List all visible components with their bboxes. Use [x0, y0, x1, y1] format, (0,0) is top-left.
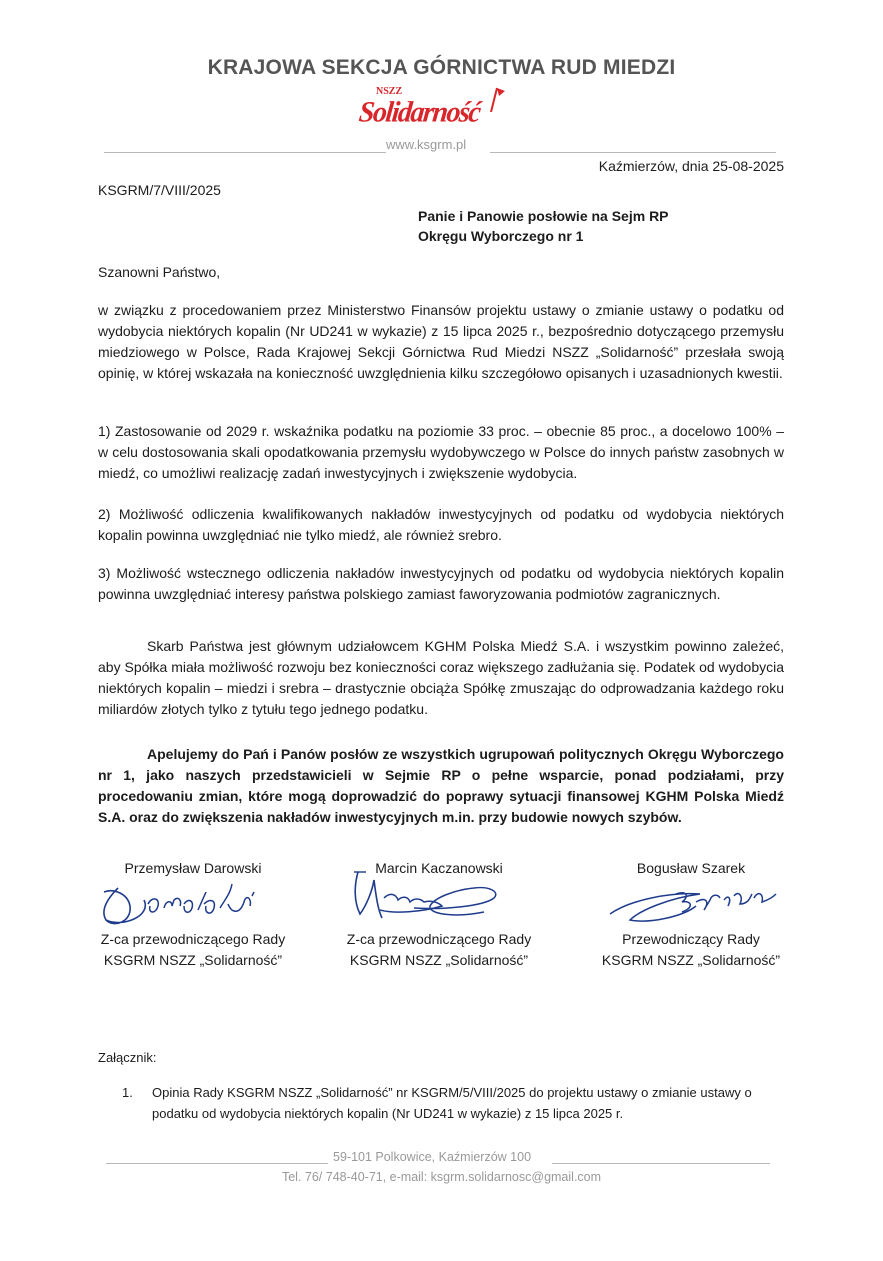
reference-number: KSGRM/7/VIII/2025: [98, 182, 221, 198]
footer-divider-left: [106, 1163, 328, 1164]
intro-paragraph: w związku z procedowaniem przez Ministerstwo Finansów projektu ustawy o zmianie ustawy o podatku od wydobycia niektórych kopalin (Nr UD241 w wykazie) z 15 lipca 2025 r., bezpośrednio dotyczącego przemysłu miedziowego w Polsce, Rada Krajowej Sekcji Górnictwa Rud Miedzi NSZZ „Solidarność” przesłała swoją opinię, w której wskazała na konieczność uwzględnienia kilku szczegółowo opisanych i uzasadnionych kwestii.: [98, 302, 784, 381]
point-2-paragraph: 2) Możliwość odliczenia kwalifikowanych nakładów inwestycyjnych od podatku od wydobycia niektórych kopalin powinna uwzględniać nie tylko miedź, ale również srebro.: [98, 506, 784, 543]
logo-nszz-text: NSZZ: [376, 86, 403, 97]
handwritten-signature-1: [92, 874, 282, 932]
logo-flag-icon: [488, 86, 506, 112]
signatory-role: Z-ca przewodniczącego Rady: [346, 931, 532, 947]
attachments-label: Załącznik:: [98, 1050, 157, 1065]
attachment-number: 1.: [122, 1085, 133, 1100]
signatory-name: Marcin Kaczanowski: [375, 860, 503, 876]
attachment-text: Opinia Rady KSGRM NSZZ „Solidarność” nr KSGRM/5/VIII/2025 do projektu ustawy o zmianie ustawy o podatku od wydobycia niektórych kopalin (Nr UD241 w wykazie) z 15 lipca 2025 r.: [152, 1085, 752, 1121]
point-1-paragraph: 1) Zastosowanie od 2029 r. wskaźnika podatku na poziomie 33 proc. – obecnie 85 proc., a docelowo 100% – w celu dostosowania skali opodatkowania przemysłu wydobywczego w Polsce do innych państw zasobnych w miedź, co umożliwi realizację zadań inwestycyjnych i zwiększenie wydobycia.: [98, 423, 784, 481]
signatory-role: Przewodniczący Rady: [622, 931, 760, 947]
header-divider-right: [490, 152, 776, 153]
logo-solidarnosc-text: Solidarność: [357, 96, 482, 129]
organization-name: KRAJOWA SEKCJA GÓRNICTWA RUD MIEDZI: [207, 56, 676, 79]
addressee-line-1: Panie i Panowie posłowie na Sejm RP: [418, 208, 669, 224]
handwritten-signature-2: [344, 862, 514, 930]
attachment-item: [122, 1082, 787, 1124]
header-divider-left: [104, 152, 386, 153]
signatory-organization: KSGRM NSZZ „Solidarność”: [103, 952, 283, 968]
handwritten-signature-3: [600, 880, 790, 930]
signatory-role: Z-ca przewodniczącego Rady: [100, 931, 286, 947]
signatory-organization: KSGRM NSZZ „Solidarność”: [601, 952, 781, 968]
footer-divider-right: [552, 1163, 770, 1164]
footer-contact: Tel. 76/ 748-40-71, e-mail: ksgrm.solidarnosc@gmail.com: [281, 1170, 602, 1184]
website-text: www.ksgrm.pl: [386, 137, 467, 152]
place-date: Kaźmierzów, dnia 25-08-2025: [598, 158, 784, 174]
point-3-paragraph: 3) Możliwość wstecznego odliczenia nakładów inwestycyjnych od podatku od wydobycia niektórych kopalin powinna uwzględniać interesy państwa polskiego zamiast faworyzowania podmiotów zagranicznych.: [98, 565, 784, 602]
addressee-block: [418, 206, 669, 246]
treasury-paragraph: Skarb Państwa jest głównym udziałowcem KGHM Polska Miedź S.A. i wszystkim powinno zależeć, aby Spółka miała możliwość rozwoju bez konieczności coraz większego zadłużania się. Podatek od wydobycia niektórych kopalin – miedzi i srebra – drastycznie obciąża Spółkę zmuszając do odprowadzania każdego roku miliardów złotych tylko z tytułu tego jednego podatku.: [98, 638, 784, 717]
addressee-line-2: Okręgu Wyborczego nr 1: [418, 228, 584, 244]
signatory-name: Bogusław Szarek: [636, 860, 746, 876]
signatory-name: Przemysław Darowski: [124, 860, 262, 876]
solidarnosc-logo: [356, 84, 516, 134]
salutation: Szanowni Państwo,: [98, 264, 221, 280]
appeal-paragraph: Apelujemy do Pań i Panów posłów ze wszystkich ugrupowań politycznych Okręgu Wyborczego nr 1, jako naszych przedstawicieli w Sejmie RP o pełne wsparcie, ponad podziałami, przy procedowaniu zmian, które mogą doprowadzić do poprawy sytuacji finansowej KGHM Polska Miedź S.A. oraz do zwiększenia nakładów inwestycyjnych m.in. przy budowie nowych szybów.: [98, 746, 784, 825]
footer-address: 59-101 Polkowice, Kaźmierzów 100: [333, 1150, 532, 1164]
signatory-organization: KSGRM NSZZ „Solidarność”: [349, 952, 529, 968]
